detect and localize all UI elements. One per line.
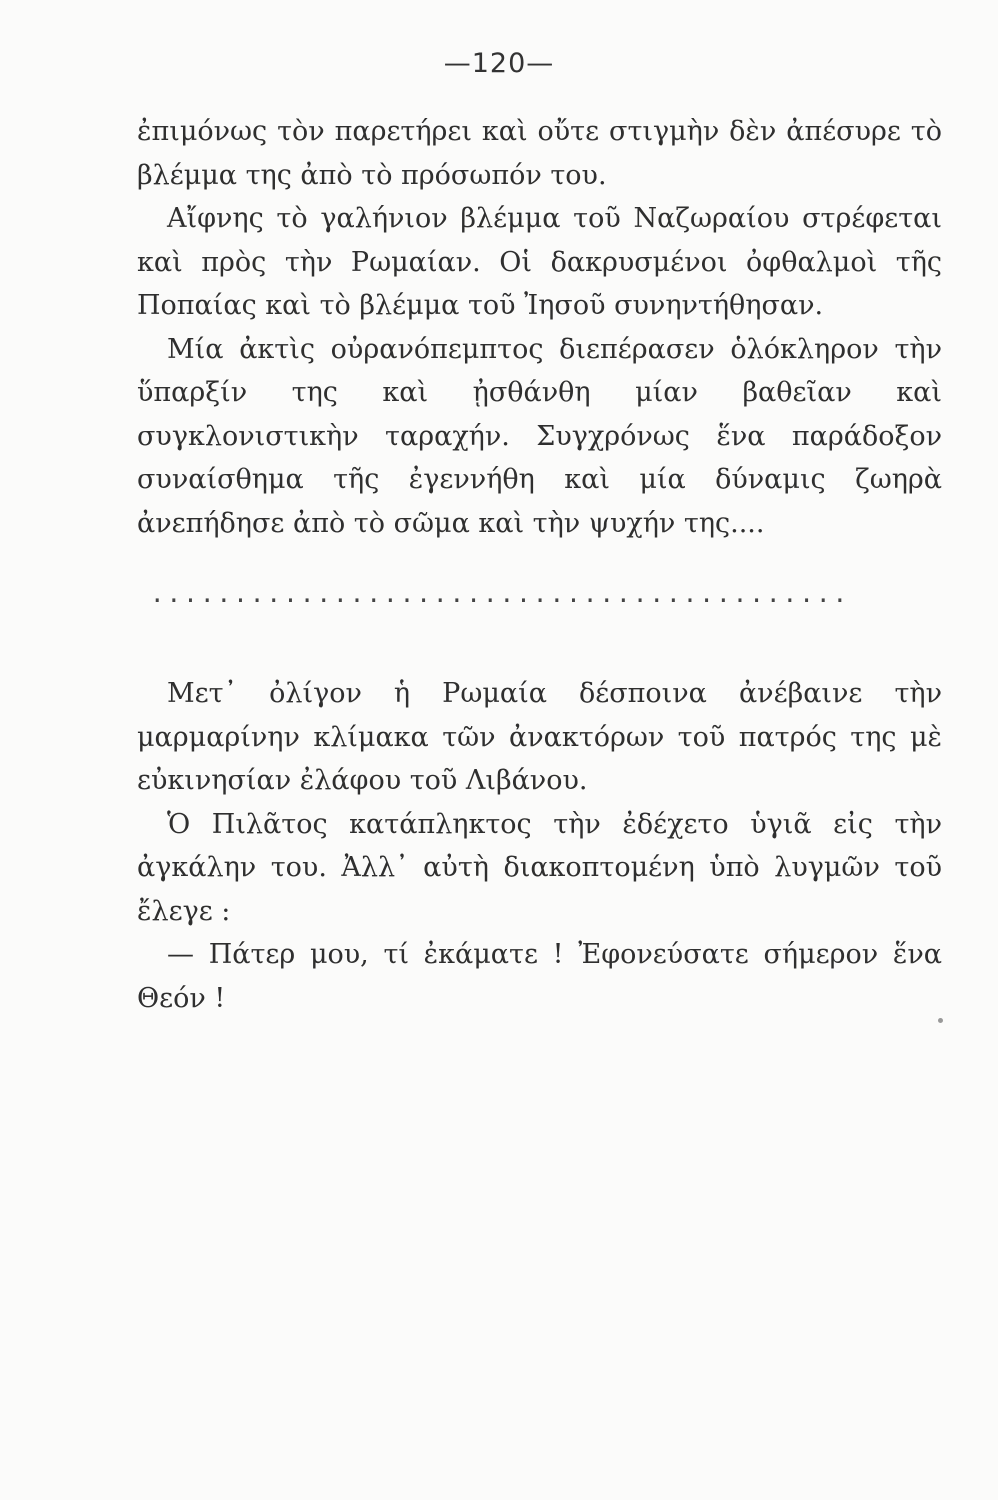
page-number: —120— [443, 48, 555, 79]
paragraph: Μετ᾽ ὀλίγον ἡ Ρωμαία δέσποινα ἀνέβαινε τὴν μαρμαρίνην κλίμακα τῶν ἀνακτόρων τοῦ πατρός της μὲ εὐκινησίαν ἐλάφου τοῦ Λιβάνου. [137, 678, 942, 796]
paragraph: ἐπιμόνως τὸν παρετήρει καὶ οὔτε στιγμὴν δὲν ἀπέσυρε τὸ βλέμμα της ἀπὸ τὸ πρόσωπόν του. [137, 116, 942, 191]
paragraph: Αἴφνης τὸ γαλήνιον βλέμμα τοῦ Ναζωραίου στρέφεται καὶ πρὸς τὴν Ρωμαίαν. Οἱ δακρυσμένοι ὀφθαλμοὶ τῆς Ποπαίας καὶ τὸ βλέμμα τοῦ Ἰησοῦ συνηντήθησαν. [137, 203, 942, 321]
text-section-2 [137, 672, 942, 1020]
text-section-1 [137, 110, 942, 545]
paragraph: Ὁ Πιλᾶτος κατάπληκτος τὴν ἐδέχετο ὑγιᾶ εἰς τὴν ἀγκάλην του. Ἀλλ᾽ αὐτὴ διακοπτομένη ὑπὸ λυγμῶν τοῦ ἔλεγε : [137, 808, 942, 927]
paragraph: — Πάτερ μου, τί ἐκάματε ! Ἐφονεύσατε σήμερον ἕνα Θεόν ! [137, 939, 942, 1014]
paper-speck [938, 1018, 943, 1023]
paragraph: Μία ἀκτὶς οὐρανόπεμπτος διεπέρασεν ὁλόκληρον τὴν ὕπαρξίν της καὶ ᾐσθάνθη μίαν βαθεῖαν καὶ συγκλονιστικὴν ταραχήν. Συγχρόνως ἕνα παράδοξον συναίσθημα τῆς ἐγεννήθη καὶ μία δύναμις ζωηρὰ ἀνεπήδησε ἀπὸ τὸ σῶμα καὶ τὴν ψυχήν της.... [137, 333, 942, 539]
dotted-separator: .......................................... [150, 580, 850, 608]
